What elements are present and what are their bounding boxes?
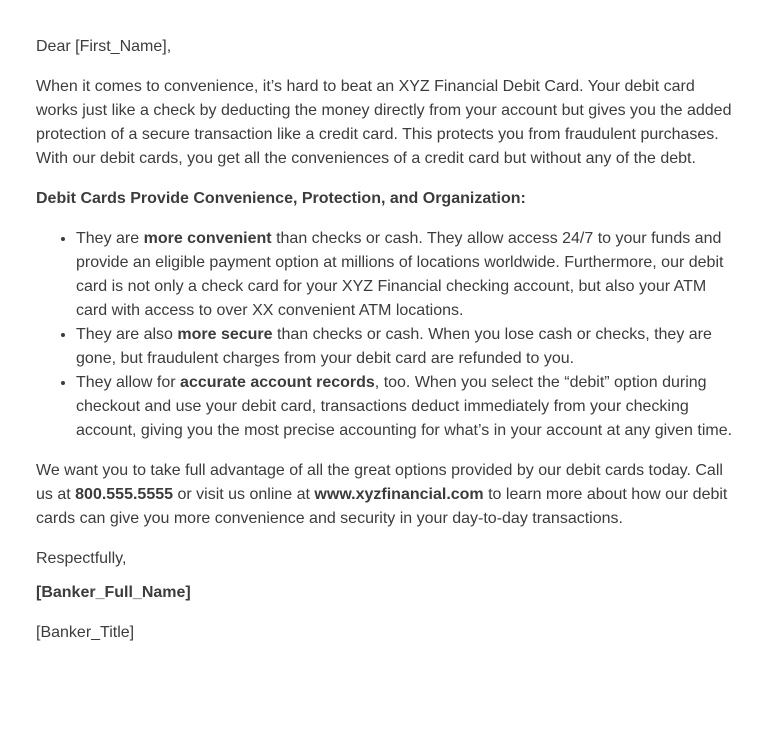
- banker-name: [Banker_Full_Name]: [36, 584, 191, 601]
- banker-title: [Banker_Title]: [36, 624, 135, 641]
- intro-paragraph: When it comes to convenience, it’s hard to beat an XYZ Financial Debit Card. Your debit card works just like a check by deducting the money directly from your account but gives you the added protection of a secure transaction like a credit card. This protects you from fraudulent purchases. With our debit cards, you get all the conveniences of a credit card but without any of the debt.: [36, 78, 732, 167]
- bullet-text: than checks or cash. When you lose cash or checks, they are gone, but fraudulent charges from your debit card are refunded to you.: [76, 326, 712, 367]
- section-heading: Debit Cards Provide Convenience, Protection, and Organization:: [36, 190, 526, 207]
- cta-text: or visit us online at: [173, 486, 315, 503]
- bullet-emphasis: more secure: [177, 326, 273, 343]
- bullet-text: They are also: [76, 326, 178, 343]
- list-item: [76, 227, 736, 323]
- bullet-text: They allow for: [76, 374, 181, 391]
- list-item: [76, 371, 736, 443]
- phone-number: 800.555.5555: [75, 486, 174, 503]
- greeting: Dear [First_Name],: [36, 38, 172, 55]
- bullet-text: , too. When you select the “debit” option during checkout and use your debit card, transactions deduct immediately from your checking account, giving you the most precise accounting for what’s in your account at any given time.: [76, 374, 733, 439]
- call-to-action-paragraph: [36, 459, 736, 531]
- letter-body: [36, 35, 736, 645]
- bullet-emphasis: more convenient: [143, 230, 272, 247]
- closing: Respectfully,: [36, 550, 127, 567]
- cta-text: We want you to take full advantage of all the great options provided by our debit cards today. Call us at: [36, 462, 723, 503]
- cta-text: to learn more about how our debit cards can give you more convenience and security in your day-to-day transactions.: [36, 486, 728, 527]
- benefits-list: [36, 227, 736, 443]
- bullet-text: They are: [76, 230, 144, 247]
- website-link: www.xyzfinancial.com: [314, 486, 484, 503]
- list-item: [76, 323, 736, 371]
- bullet-text: than checks or cash. They allow access 24/7 to your funds and provide an eligible payment option at millions of locations worldwide. Furthermore, our debit card is not only a check card for your XYZ Financial checking account, but also your ATM card with access to over XX convenient ATM locations.: [76, 230, 724, 319]
- bullet-emphasis: accurate account records: [180, 374, 375, 391]
